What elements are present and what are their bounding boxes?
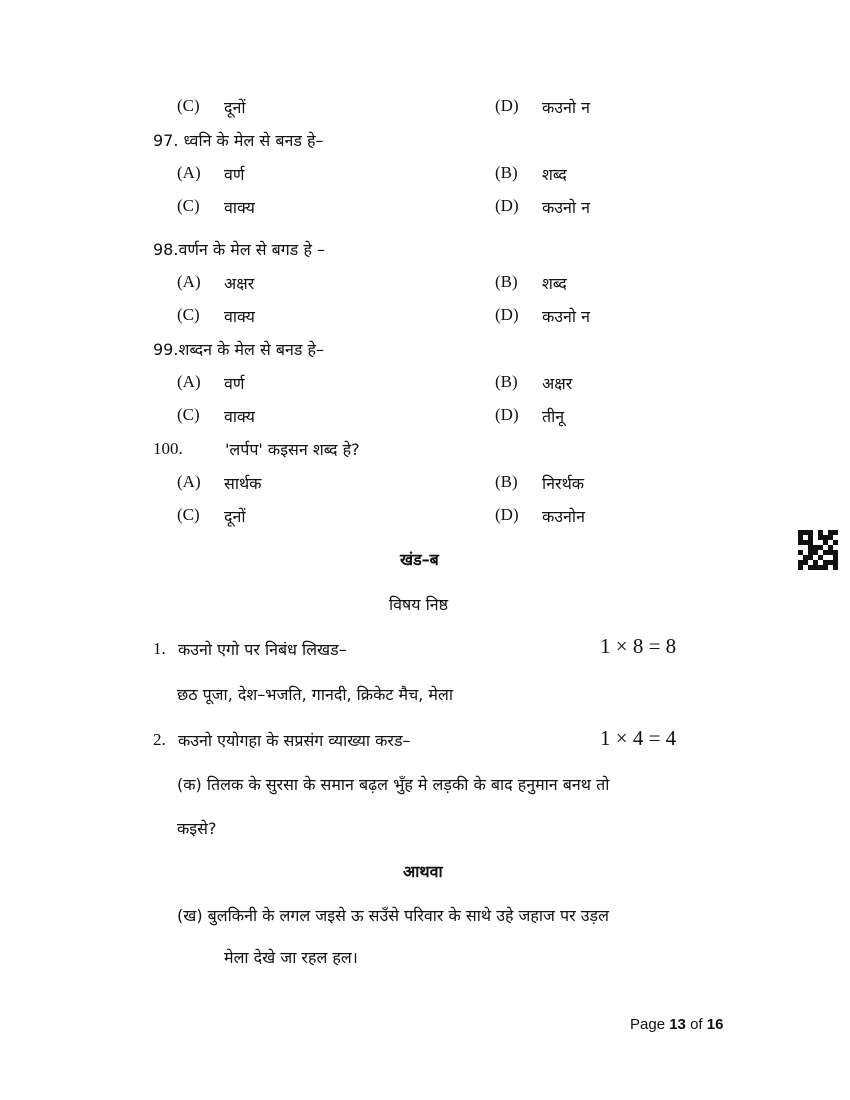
option-text: वर्ण [224,165,245,184]
question-97: 97. ध्वनि के मेल से बनड हे– [153,131,324,150]
option-letter: (C) [177,305,200,324]
option-text: वर्ण [224,374,245,393]
option-letter: (B) [495,472,518,491]
page-of: of [690,1016,703,1033]
option-letter: (C) [177,505,200,524]
option-text: सार्थक [224,474,262,493]
question-99: 99.शब्दन के मेल से बनड हे– [153,340,325,359]
option-text: दूनों [224,98,246,117]
section-subtitle: विषय निष्ठ [389,595,449,614]
passage-kha-line2: मेला देखे जा रहल हल। [224,948,358,967]
subjective-question-number: 1. [153,639,166,658]
option-text: वाक्य [224,198,255,217]
essay-topics: छठ पूजा, देश–भजति, गानदी, क्रिकेट मैच, मेला [177,685,453,704]
option-text: कउनो न [542,307,591,326]
option-letter: (D) [495,305,519,324]
option-text: कउनो न [542,198,591,217]
option-letter: (D) [495,196,519,215]
option-letter: (B) [495,372,518,391]
page-label: Page [630,1016,666,1033]
option-text: तीनू [542,407,565,426]
option-letter: (D) [495,505,519,524]
option-letter: (B) [495,163,518,182]
question-98: 98.वर्णन के मेल से बगड हे – [153,240,326,259]
page-number [630,1016,723,1033]
option-letter: (C) [177,196,200,215]
option-text: वाक्य [224,407,255,426]
passage-ka-line2: कइसे? [177,819,217,838]
option-letter: (D) [495,405,519,424]
option-text: शब्द [542,165,567,184]
subjective-question-1: कउनो एगो पर निबंध लिखड– [178,640,347,659]
marks-formula: 1 × 8 = 8 [600,634,677,658]
option-text: वाक्य [224,307,255,326]
page-total: 16 [706,1016,724,1033]
option-letter: (A) [177,272,201,291]
option-letter: (B) [495,272,518,291]
passage-ka-line1: (क) तिलक के सुरसा के समान बढ़ल भुँह मे लड़की के बाद हनुमान बनथ तो [177,775,610,794]
option-letter: (A) [177,163,201,182]
option-text: कउनोन [542,507,585,526]
page-current: 13 [669,1016,686,1033]
marks-formula: 1 × 4 = 4 [600,726,677,750]
option-letter: (A) [177,472,201,491]
subjective-question-2: कउनो एयोगहा के सप्रसंग व्याख्या करड– [178,731,411,750]
option-letter: (D) [495,96,519,115]
option-text: दूनों [224,507,246,526]
option-text: अक्षर [224,274,255,293]
question-100: 'लर्पप' कइसन शब्द हे? [225,440,360,459]
option-letter: (C) [177,405,200,424]
option-text: निरर्थक [542,474,585,493]
option-text: शब्द [542,274,567,293]
section-title: खंड–ब [400,550,439,569]
option-letter: (A) [177,372,201,391]
qr-code-icon [798,530,838,570]
subjective-question-number: 2. [153,730,166,749]
question-100-number: 100. [153,439,183,458]
option-letter: (C) [177,96,200,115]
athwa-label: आथवा [403,862,443,881]
option-text: अक्षर [542,374,573,393]
option-text: कउनो न [542,98,591,117]
passage-kha-line1: (ख) बुलकिनी के लगल जइसे ऊ सउँसे परिवार के साथे उहे जहाज पर उड़ल [177,906,609,925]
